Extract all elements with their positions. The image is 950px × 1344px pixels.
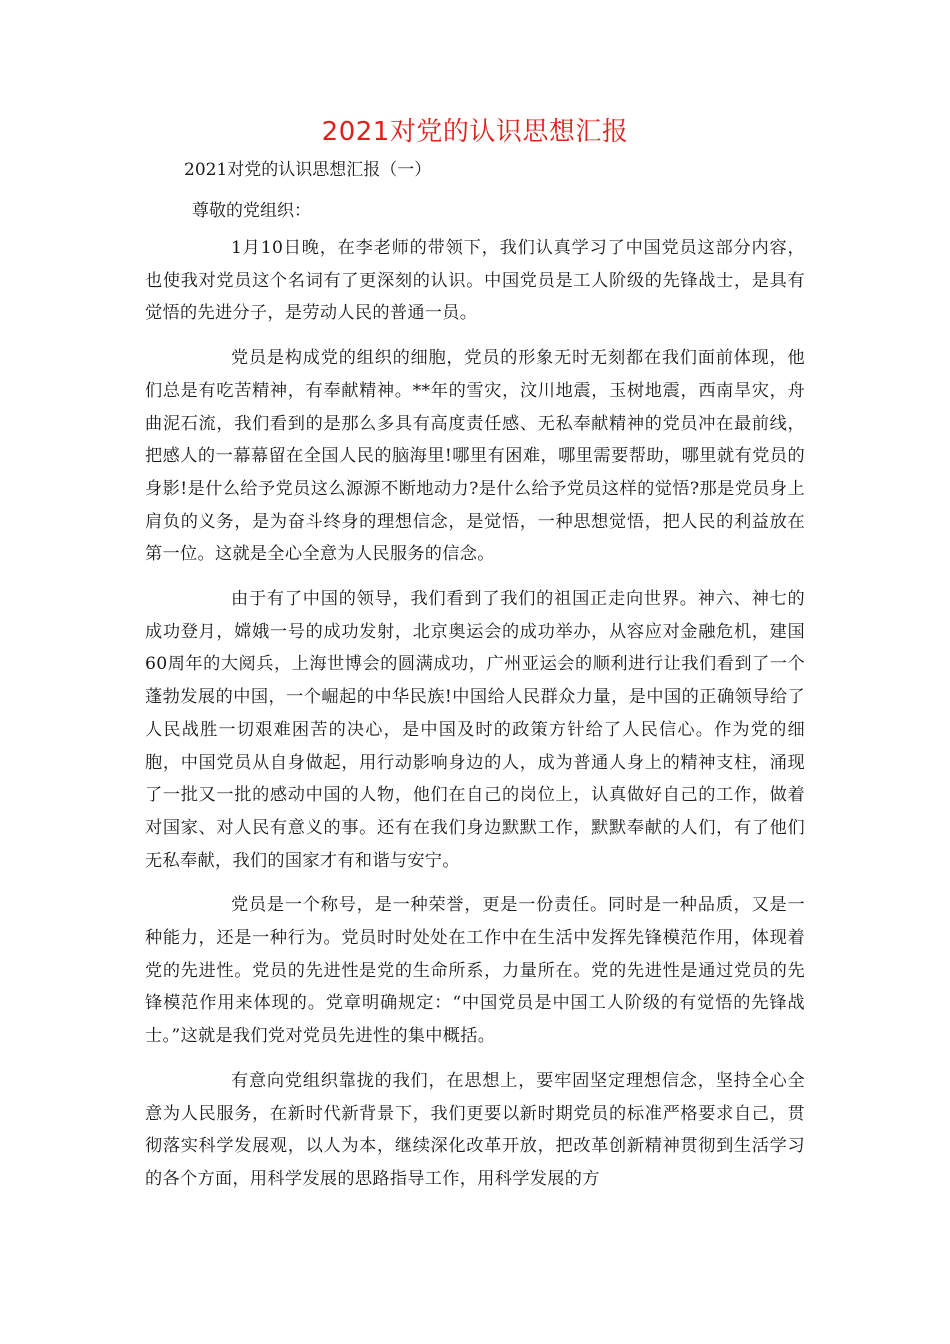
paragraph-4: 党员是一个称号，是一种荣誉，更是一份责任。同时是一种品质，又是一种能力，还是一种行为。党员时时处处在工作中在生活中发挥先锋模范作用，体现着党的先进性。党员的先进性是党的生命所系，力量所在。党的先进性是通过党员的先锋模范作用来体现的。党章明确规定：“中国党员是中国工人阶级的有觉悟的先锋战士。”这就是我们党对党员先进性的集中概括。 — [145, 895, 805, 1047]
document-title: 2021对党的认识思想汇报 — [321, 117, 629, 147]
paragraph-1: 1月10日晚，在李老师的带领下，我们认真学习了中国党员这部分内容，也使我对党员这个名词有了更深刻的认识。中国党员是工人阶级的先锋战士，是具有觉悟的先进分子，是劳动人民的普通一员。 — [145, 238, 805, 324]
paragraph-3: 由于有了中国的领导，我们看到了我们的祖国正走向世界。神六、神七的成功登月，嫦娥一号的成功发射，北京奥运会的成功举办，从容应对金融危机，建国60周年的大阅兵，上海世博会的圆满成功，广州亚运会的顺利进行让我们看到了一个蓬勃发展的中国，一个崛起的中华民族!中国给人民群众力量，是中国的正确领导给了人民战胜一切艰难困苦的决心，是中国及时的政策方针给了人民信心。作为党的细胞，中国党员从自身做起，用行动影响身边的人，成为普通人身上的精神支柱，涌现了一批又一批的感动中国的人物，他们在自己的岗位上，认真做好自己的工作，做着对国家、对人民有意义的事。还有在我们身边默默工作，默默奉献的人们，有了他们无私奉献，我们的国家才有和谐与安宁。 — [145, 589, 805, 871]
document-subtitle: 2021对党的认识思想汇报（一） — [184, 160, 432, 180]
paragraph-2: 党员是构成党的组织的细胞，党员的形象无时无刻都在我们面前体现，他们总是有吃苦精神，有奉献精神。**年的雪灾，汶川地震，玉树地震，西南旱灾，舟曲泥石流，我们看到的是那么多具有高度责任感、无私奉献精神的党员冲在最前线，把感人的一幕幕留在全国人民的脑海里!哪里有困难，哪里需要帮助，哪里就有党员的身影!是什么给予党员这么源源不断地动力?是什么给予党员这样的觉悟?那是党员身上肩负的义务，是为奋斗终身的理想信念，是觉悟，一种思想觉悟，把人民的利益放在第一位。这就是全心全意为人民服务的信念。 — [145, 348, 805, 565]
salutation: 尊敬的党组织： — [192, 201, 311, 221]
document-body — [145, 232, 805, 1208]
paragraph-5: 有意向党组织靠拢的我们，在思想上，要牢固坚定理想信念，坚持全心全意为人民服务，在新时代新背景下，我们更要以新时期党员的标准严格要求自己，贯彻落实科学发展观，以人为本，继续深化改革开放，把改革创新精神贯彻到生活学习的各个方面，用科学发展的思路指导工作，用科学发展的方 — [145, 1070, 805, 1189]
